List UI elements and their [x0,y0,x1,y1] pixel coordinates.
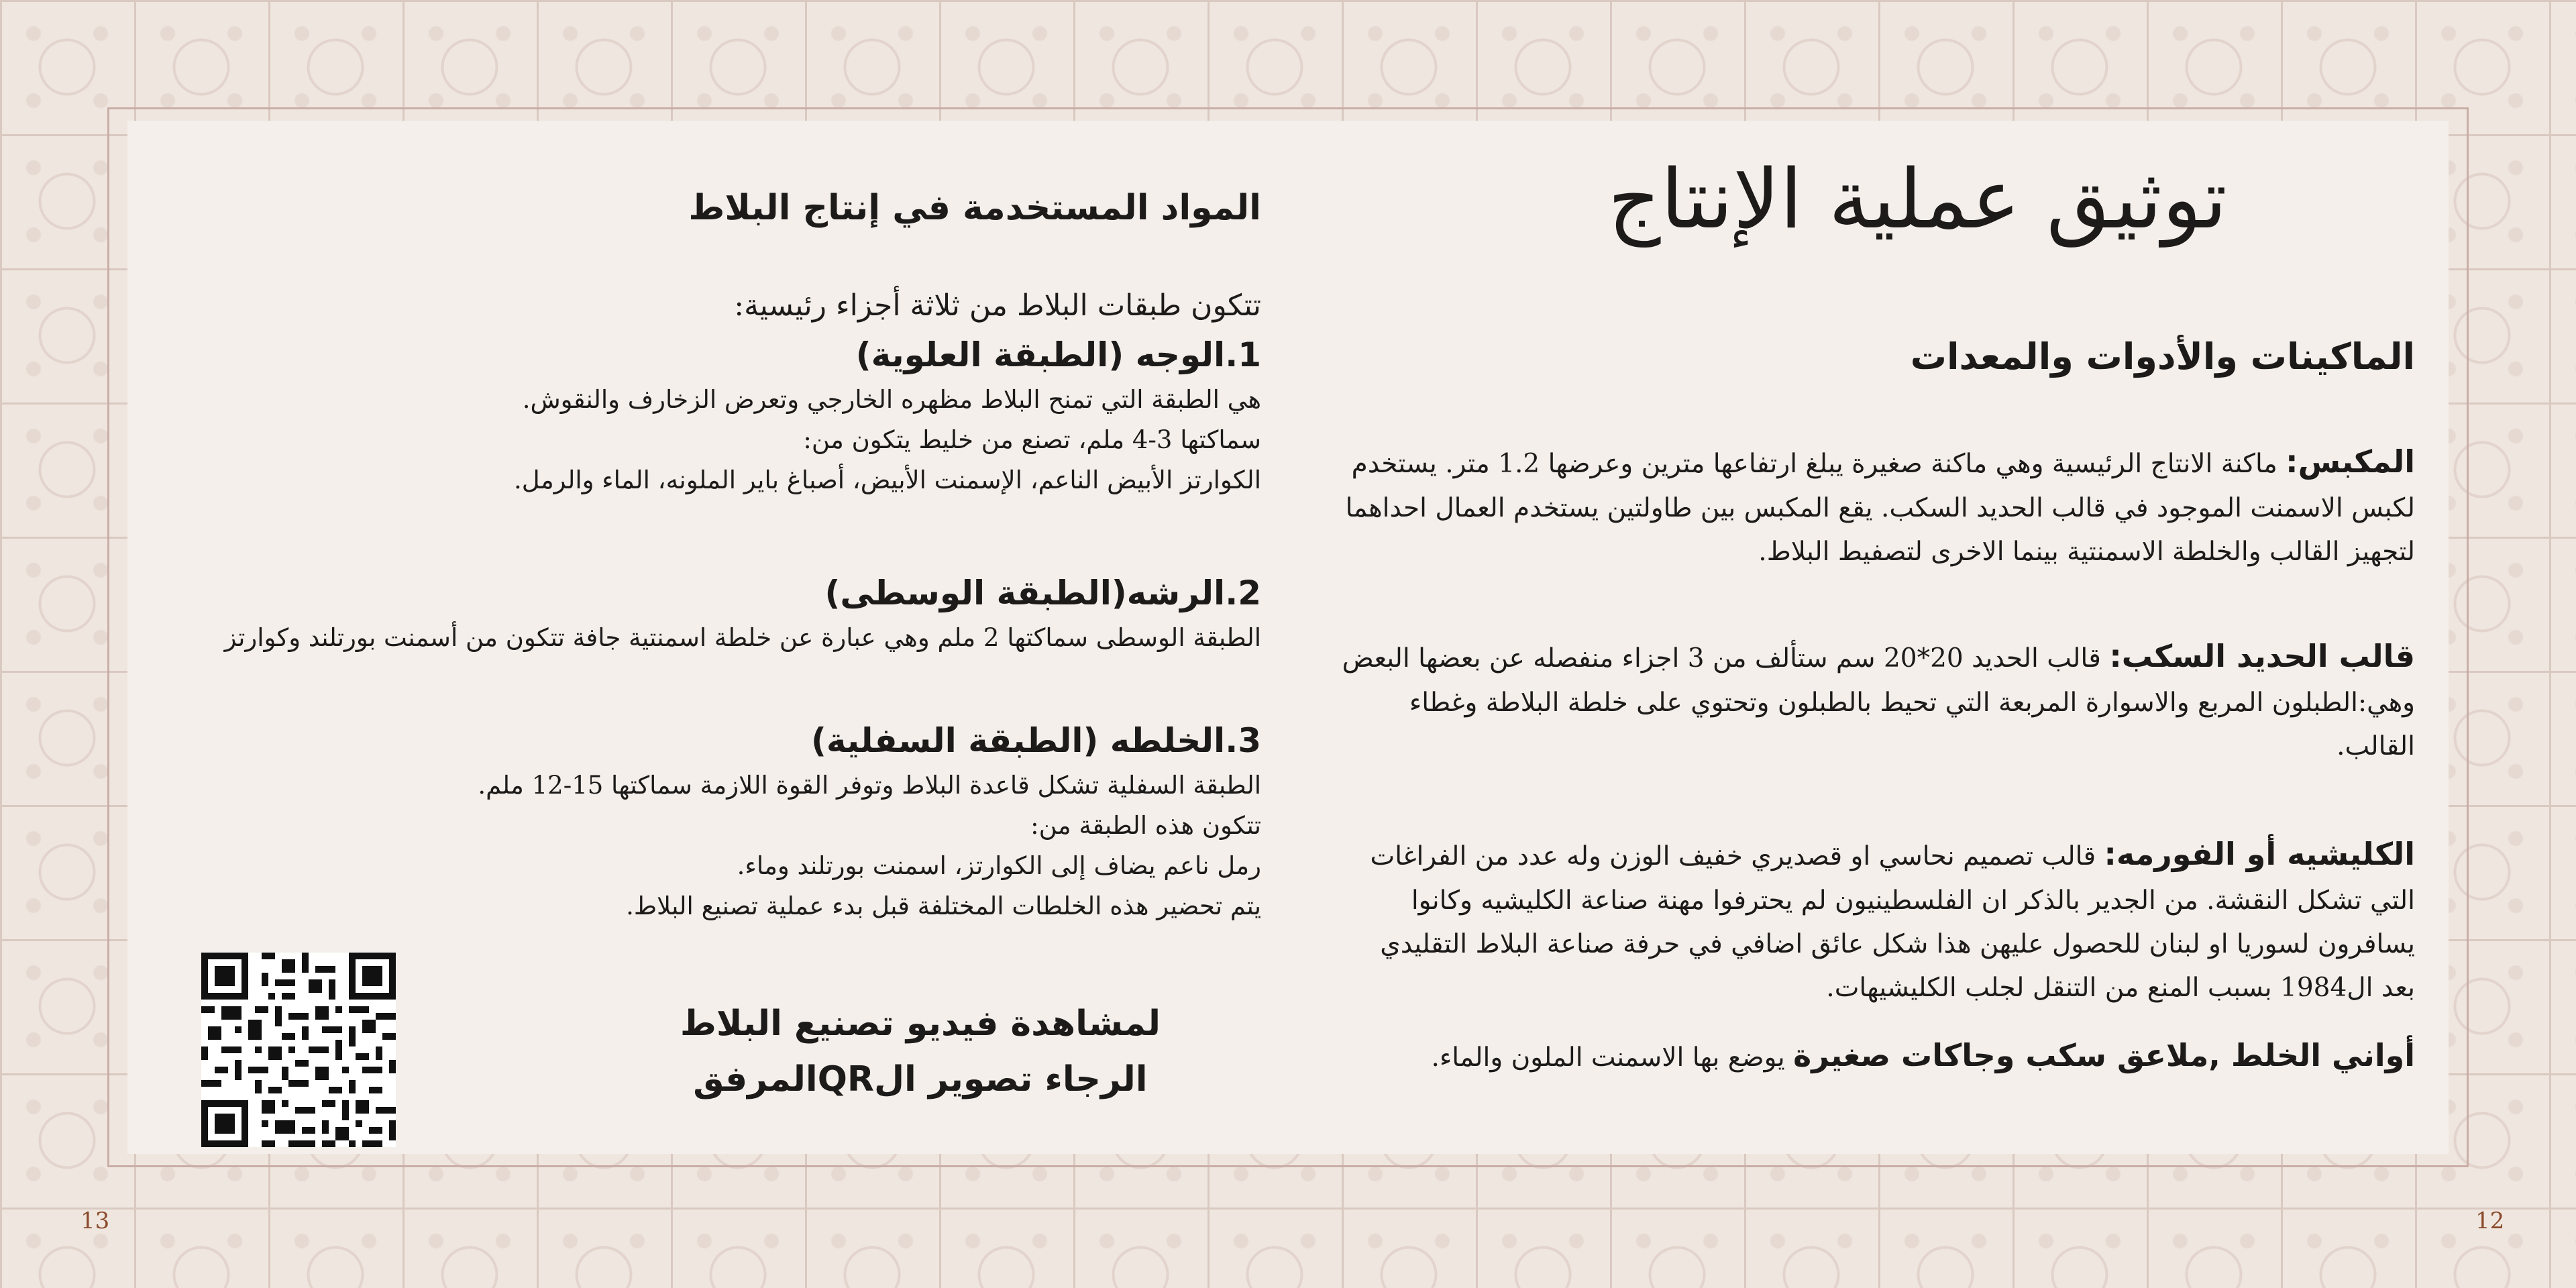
paragraph-text: قالب تصميم نحاسي او قصديري خفيف الوزن وله عدد من الفراغات التي تشكل النقشة. من الجدير بالذكر ان الفلسطينيون لم يحترفوا مهنة صناعة الكليشيه وكانوا يسافرون لسوريا او لبنان للحصول عليهن هذا شكل عائق اضافي في حرفة صناعة البلاط التقليدي بعد ال1984 بسبب المنع من التنقل لجلب الكليشيهات. [1370,841,2415,1003]
layer-bottom [154,721,1261,926]
paragraph-label: قالب الحديد السكب: [2109,638,2415,674]
layer-heading: 1.الوجه (الطبقة العلوية) [855,335,1261,374]
video-note-line: لمشاهدة فيديو تصنيع البلاط [680,1004,1161,1044]
layer-heading: 2.الرشه(الطبقة الوسطى) [824,574,1261,612]
paragraph-mixing-tools [1342,1030,2415,1081]
paragraph-text: ماكنة الانتاج الرئيسية وهي ماكنة صغيرة يبلغ ارتفاعها مترين وعرضها 1.2 متر. يستخدم لكبس الاسمنت الموجود في قالب الحديد السكب. يقع المكبس بين طاولتين يستخدم العمال احداهما لتجهيز القالب والخلطة الاسمنتية بينما الاخرى لتصفيط البلاط. [1345,449,2415,568]
materials-intro: تتكون طبقات البلاط من ثلاثة أجزاء رئيسية: [734,288,1261,323]
video-note [680,996,1161,1108]
layer-heading: 3.الخلطه (الطبقة السفلية) [811,721,1261,760]
layer-line: الطبقة الوسطى سماكتها 2 ملم وهي عبارة عن خلطة اسمنتية جافة تتكون من أسمنت بورتلند وكوارتز [224,623,1261,652]
paragraph-press [1342,436,2415,574]
paragraph-label: المكبس: [2286,443,2415,480]
paragraph-label: الكليشيه أو الفورمه: [2104,836,2415,872]
materials-title: المواد المستخدمة في إنتاج البلاط [688,188,1261,228]
layer-line: يتم تحضير هذه الخلطات المختلفة قبل بدء عملية تصنيع البلاط. [626,891,1261,920]
paragraph-text: قالب الحديد 20*20 سم ستألف من 3 اجزاء منفصله عن بعضها البعض وهي:الطبلون المربع والاسوارة المربعة التي تحيط بالطبلون وتحتوي على خلطة البلاطة وغطاء القالب. [1342,643,2415,762]
layer-line: الطبقة السفلية تشكل قاعدة البلاط وتوفر القوة اللازمة سماكتها 15-12 ملم. [478,771,1261,800]
qr-code-graphic [201,953,396,1147]
layer-line: رمل ناعم يضاف إلى الكوارتز، اسمنت بورتلند وماء. [737,851,1261,880]
page-number-left: 13 [80,1208,110,1234]
layer-top [154,335,1261,500]
layer-line: تتكون هذه الطبقة من: [1030,810,1261,840]
layer-line: هي الطبقة التي تمنح البلاط مظهره الخارجي وتعرض الزخارف والنقوش. [522,385,1261,414]
layer-middle [154,574,1261,658]
layer-line: الكوارتز الأبيض الناعم، الإسمنت الأبيض، أصباغ باير الملونه، الماء والرمل. [514,465,1261,494]
video-note-line: الرجاء تصوير الQRالمرفق [693,1059,1148,1100]
paragraph-label: أواني الخلط ,ملاعق سكب وجاكات صغيرة [1793,1037,2415,1073]
layer-line: سماكتها 3-4 ملم، تصنع من خليط يتكون من: [803,425,1261,454]
paragraph-text: يوضع بها الاسمنت الملون والماء. [1431,1042,1794,1073]
booklet-spread [127,121,2449,1154]
paragraph-mould [1342,631,2415,769]
qr-code-icon[interactable] [201,953,396,1147]
paragraph-stencil [1342,828,2415,1010]
left-page [154,121,1261,1154]
section-title: الماكينات والأدوات والمعدات [1910,335,2415,378]
right-page [1328,121,2415,1154]
page-number-right: 12 [2475,1208,2505,1234]
page-title: توثيق عملية الإنتاج [1607,152,2227,247]
